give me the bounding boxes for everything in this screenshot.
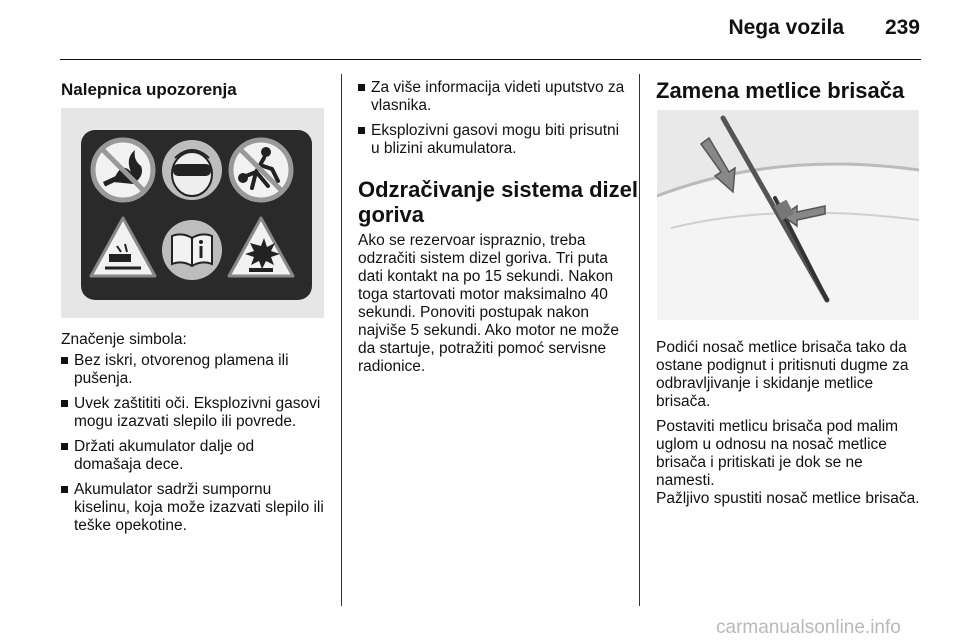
wiper-step-1: Podići nosač metlice brisača tako da ostane podignut i pritisnuti dugme za odbravljivanje i skidanje metlice brisača. (656, 339, 909, 410)
bullet-square-icon (61, 443, 68, 450)
keep-children-away-icon (231, 140, 291, 200)
no-fire-icon (93, 140, 153, 200)
bullet-square-icon (358, 127, 365, 134)
bullet-square-icon (61, 400, 68, 407)
symbols-list (61, 352, 325, 542)
list-item: Eksplozivni gasovi mogu biti prisutni u blizini akumulatora. (358, 122, 626, 158)
bullet-square-icon (61, 357, 68, 364)
diesel-bleeding-paragraph: Ako se rezervoar ispraznio, treba odzračiti sistem dizel goriva. Tri puta dati kontakt na po 15 sekundi. Nakon toga startovati motor maksimalno 40 sekundi. Ponoviti postupak nakon najviše 5 sekundi. Ako motor ne može da startuje, potražiti pomoć servisne radionice. (358, 232, 620, 375)
list-item: Držati akumulator dalje od domašaja dece. (61, 438, 325, 474)
bullet-square-icon (358, 84, 365, 91)
wiper-step-3: Pažljivo spustiti nosač metlice brisača. (656, 490, 920, 507)
eye-protection-icon (162, 140, 222, 200)
column-divider-right (639, 74, 640, 606)
section-heading-warning-label: Nalepnica upozorenja (61, 80, 237, 99)
symbols-intro: Značenje simbola: (61, 331, 187, 348)
list-item: Akumulator sadrži sumpornu kiselinu, koja može izazvati slepilo ili teške opekotine. (61, 481, 325, 535)
section-heading-wiper-replacement: Zamena metlice brisača (656, 78, 905, 103)
windshield-glass (657, 164, 919, 320)
warning-label-illustration (61, 108, 324, 318)
list-item: Za više informacija videti uputstvo za vlasnika. (358, 79, 626, 115)
page-header (0, 0, 960, 60)
read-manual-icon (162, 220, 222, 280)
watermark: carmanualsonline.info (716, 617, 901, 638)
section-heading-diesel-bleeding: Odzračivanje sistema dizel goriva (358, 177, 639, 227)
wiper-illustration (657, 110, 919, 320)
list-item: Bez iskri, otvorenog plamena ili pušenja. (61, 352, 325, 388)
chapter-title: Nega vozila (728, 16, 844, 39)
header-divider (60, 59, 921, 60)
list-item: Uvek zaštititi oči. Eksplozivni gasovi mogu izazvati slepilo ili povrede. (61, 395, 325, 431)
warning-label-figure (61, 108, 324, 318)
page-number: 239 (884, 16, 920, 39)
wiper-step-2: Postaviti metlicu brisača pod malim uglom u odnosu na nosač metlice brisača i pritiskati je dok se ne namesti. (656, 418, 899, 489)
wiper-figure (657, 110, 919, 320)
additional-warnings-list (358, 79, 626, 165)
bullet-square-icon (61, 486, 68, 493)
column-divider-left (341, 74, 342, 606)
